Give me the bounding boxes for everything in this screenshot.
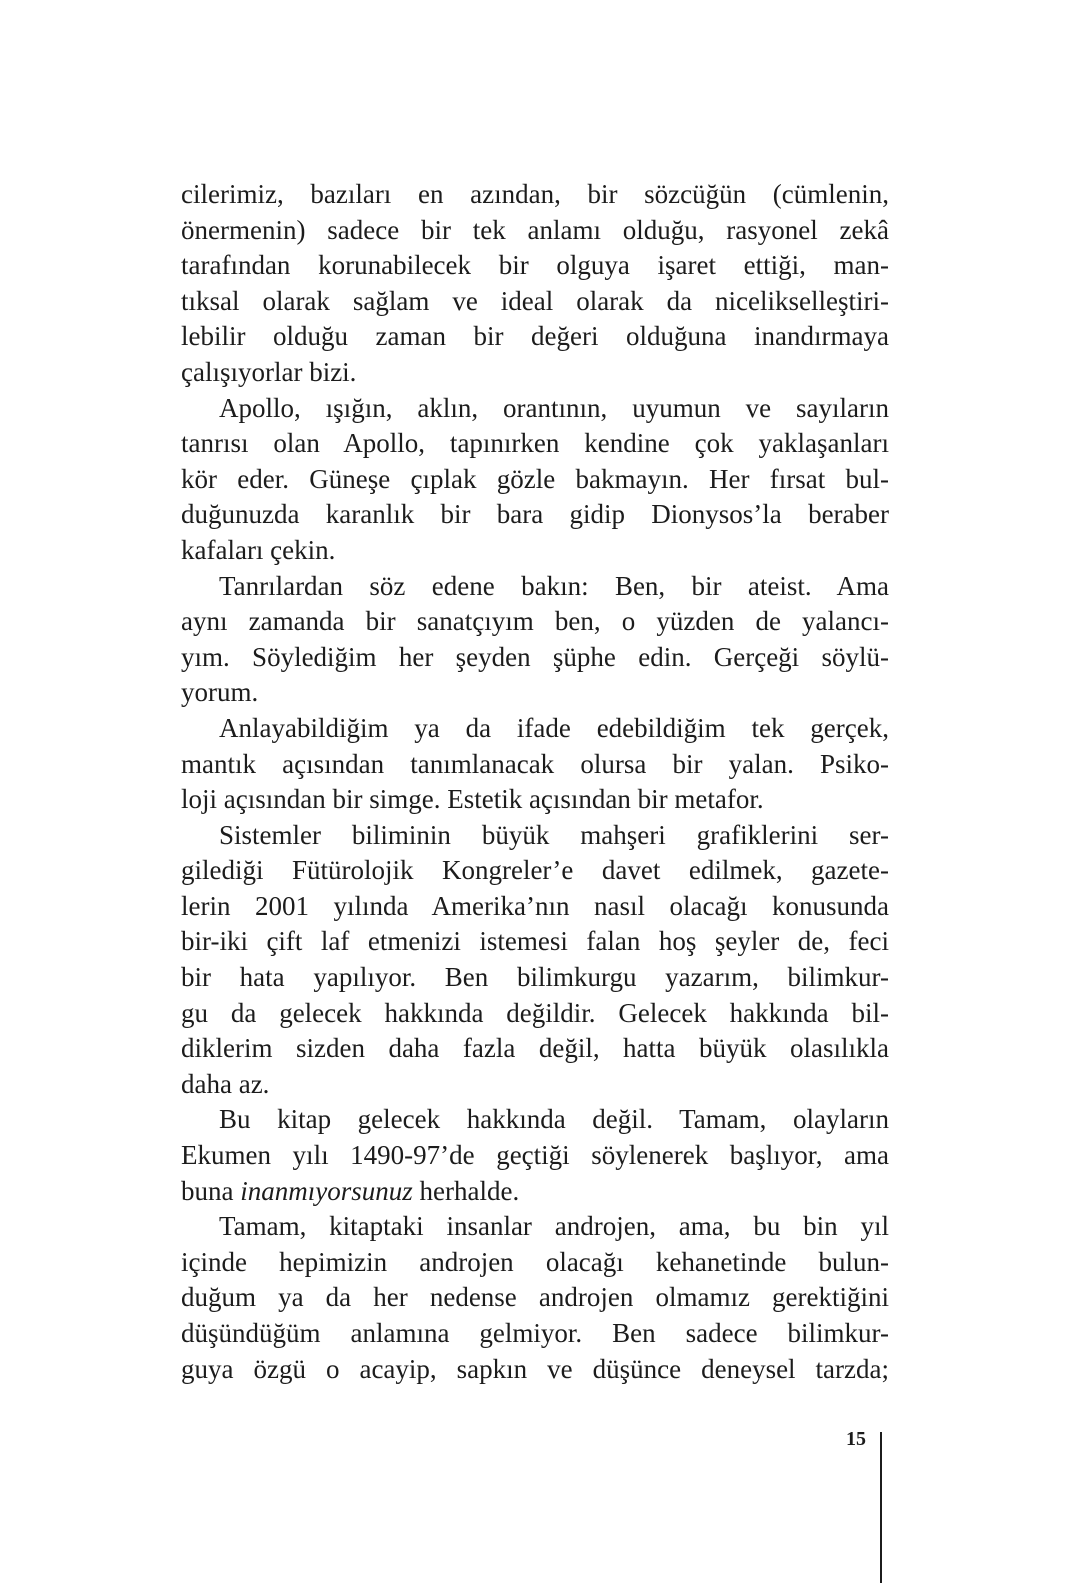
text-line: yorum. [181,677,259,708]
text-line [181,1174,889,1210]
text-line: çalışıyorlar bizi. [181,356,357,387]
page-number-rule [880,1432,882,1583]
text-line: Sistemler biliminin büyük mahşeri grafiklerini ser- [219,819,889,850]
paragraph [181,391,889,569]
text-line: Ekumen yılı 1490-97’de geçtiği söylenerek başlıyor, ama [181,1140,889,1171]
text-line: lebilir olduğu zaman bir değeri olduğuna inandırmaya [181,321,889,352]
text-line: Bu kitap gelecek hakkında değil. Tamam, olayların [219,1104,889,1135]
text-line: gilediği Fütürolojik Kongreler’e davet edilmek, gazete- [181,855,889,886]
text-line: diklerim sizden daha fazla değil, hatta büyük olasılıkla [181,1033,889,1064]
text-line: guya özgü o acayip, sapkın ve düşünce deneysel tarzda; [181,1353,889,1384]
paragraph [181,818,889,1103]
text-line: Tanrılardan söz edene bakın: Ben, bir ateist. Ama [219,570,889,601]
text-line: duğunuzda karanlık bir bara gidip Dionysos’la beraber [181,499,889,530]
text-line: yım. Söylediğim her şeyden şüphe edin. Gerçeği söylü- [181,641,889,672]
paragraph [181,177,889,391]
text-line: Tamam, kitaptaki insanlar androjen, ama, bu bin yıl [219,1211,889,1242]
paragraph [181,1209,889,1387]
text-line: gu da gelecek hakkında değildir. Gelecek hakkında bil- [181,997,889,1028]
text-line: cilerimiz, bazıları en azından, bir sözcüğün (cümlenin, [181,179,889,209]
text-line: önermenin) sadece bir tek anlamı olduğu, rasyonel zekâ [181,214,889,245]
text-line: tıksal olarak sağlam ve ideal olarak da nicelikselleştiri- [181,285,889,316]
paragraph [181,711,889,818]
text-line: bir hata yapılıyor. Ben bilimkurgu yazarım, bilimkur- [181,962,889,993]
paragraph [181,1102,889,1209]
text-line: tanrısı olan Apollo, tapınırken kendine çok yaklaşanları [181,428,889,459]
paragraph [181,569,889,711]
text-line: kör eder. Güneşe çıplak gözle bakmayın. Her fırsat bul- [181,463,889,494]
text-line: lerin 2001 yılında Amerika’nın nasıl olacağı konusunda [181,890,889,921]
text-line: kafaları çekin. [181,534,336,565]
text-line: içinde hepimizin androjen olacağı kehanetinde bulun- [181,1246,889,1277]
text-line: duğum ya da her nedense androjen olmamız gerektiğini [181,1282,889,1313]
text-line: aynı zamanda bir sanatçıyım ben, o yüzden de yalancı- [181,606,889,637]
text-line: tarafından korunabilecek bir olguya işaret ettiği, man- [181,250,889,281]
text-line: loji açısından bir simge. Estetik açısından bir metafor. [181,784,764,815]
text-line: mantık açısından tanımlanacak olursa bir yalan. Psiko- [181,748,889,779]
text-line: Anlayabildiğim ya da ifade edebildiğim tek gerçek, [219,712,889,743]
text-segment: herhalde. [412,1175,520,1206]
text-segment: buna [181,1175,241,1206]
text-line: daha az. [181,1068,270,1099]
italic-text-segment: inanmıyorsunuz [240,1175,413,1206]
page-number: 15 [846,1428,866,1450]
text-line: düşündüğüm anlamına gelmiyor. Ben sadece bilimkur- [181,1318,889,1348]
body-text [181,177,889,1387]
text-line: bir-iki çift laf etmenizi istemesi falan hoş şeyler de, feci [181,926,889,957]
text-line: Apollo, ışığın, aklın, orantının, uyumun ve sayıların [219,392,889,423]
